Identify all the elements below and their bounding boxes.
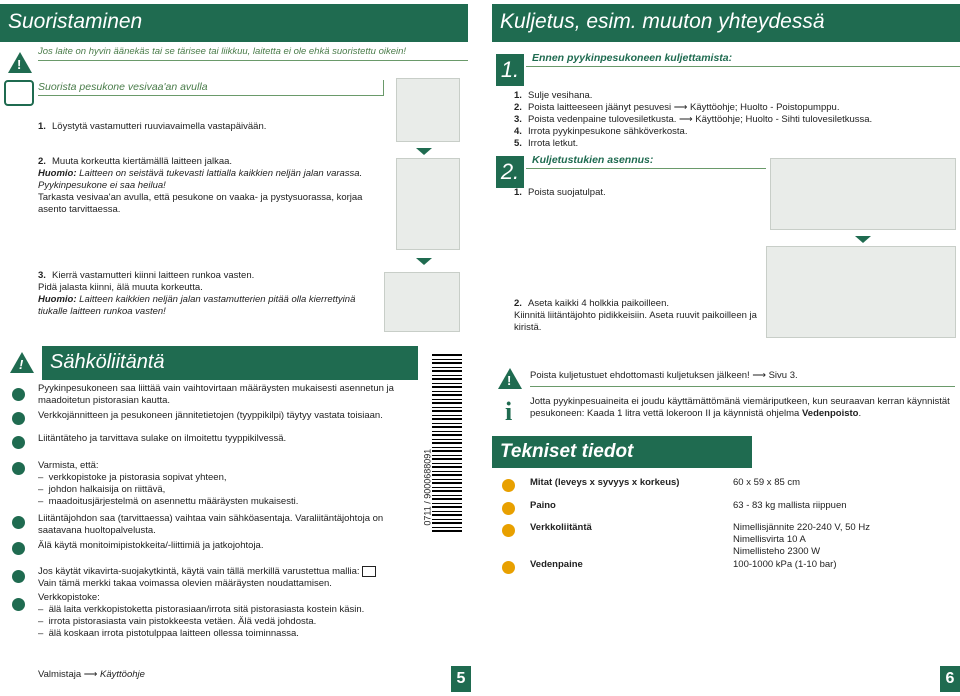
section-title-sahkoliitanta: ! Sähköliitäntä [4, 346, 418, 382]
s2-step-2: 2. Aseta kaikki 4 holkkia paikoilleen. Kiinnitä liitäntäjohto pidikkeisiin. Aseta ruuvit paikoilleen ja kiristä. [514, 298, 757, 333]
tech-key: Mitat (leveys x syvyys x korkeus) [530, 477, 680, 488]
bullet-icon [12, 412, 25, 425]
bullet-icon [502, 479, 515, 492]
bullet-icon [12, 462, 25, 475]
divider [383, 80, 384, 96]
divider [38, 95, 383, 96]
transport-bolt-illustration-1 [770, 158, 956, 230]
page-number-right: 6 [940, 666, 960, 692]
arrow-down-icon [416, 258, 432, 265]
bullet-icon [502, 502, 515, 515]
barcode [432, 352, 462, 532]
electric-p3: Liitäntäteho ja tarvittava sulake on ilmoitettu tyyppikilvessä. [38, 433, 287, 444]
tech-key: Paino [530, 500, 556, 511]
divider [530, 386, 955, 387]
bullet-icon [502, 524, 515, 537]
electric-p2: Verkkojännitteen ja pesukoneen jännitetietojen (tyyppikilpi) täytyy vastata toisiaan. [38, 410, 383, 421]
subsection-title: Suorista pesukone vesivaa'an avulla [38, 81, 208, 93]
s2-step-1: 1. Poista suojatulpat. [514, 187, 606, 198]
divider [38, 60, 468, 61]
step-number-2: 2. [496, 156, 524, 188]
divider [526, 168, 766, 169]
arrow-down-icon [416, 148, 432, 155]
footer-left: Valmistaja ⟶ Käyttöohje [38, 669, 145, 680]
foot-illustration-2 [384, 272, 460, 332]
electric-p7: Jos käytät vikavirta-suojakytkintä, käytä vain tällä merkillä varustettua mallia: Vain tämä merkki takaa voimassa olevien määräysten noudattamisen. [38, 566, 423, 590]
bullet-icon [12, 570, 25, 583]
tech-key: Vedenpaine [530, 559, 583, 570]
transport-bolt-illustration-2 [766, 246, 956, 338]
tech-value: 60 x 59 x 85 cm [733, 477, 801, 488]
warning-icon: ! [8, 52, 32, 73]
step-1: 1. Löystytä vastamutteri ruuviavaimella vastapäivään. [38, 121, 267, 132]
transport-steps: 1. Sulje vesihana. 2. Poista laitteeseen jäänyt pesuvesi ⟶ Käyttöohje; Huolto - Poistopumppu. 3. Poista vedenpaine tulovesiletkusta. ⟶ Käyttöohje; Huolto - Sihti tulovesiletkussa. 4. Irrota pyykinpesukone sähköverkosta. 5. Irrota letkut. [514, 90, 873, 149]
arrow-down-icon [855, 236, 871, 243]
bullet-icon [12, 598, 25, 611]
barcode-text: 0711 / 9000688091 [422, 448, 433, 526]
info-icon: i [505, 397, 513, 426]
electric-p4: Varmista, että: – verkkopistoke ja pistorasia sopivat yhteen, – johdon halkaisija on riittävä, – maadoitusjärjestelmä on asennettu määräysten mukaisesti. [38, 460, 299, 507]
step-2: 2. Muuta korkeutta kiertämällä laitteen jalkaa. Huomio: Laitteen on seistävä tukevasti lattialla kaikkien neljän jalan varassa. Pyykinpesukone ei saa heilua! Tarkasta vesivaa'an avulla, että pesukone on vaaka- ja pystysuorassa, korjaa asento tarvittaessa. [38, 156, 363, 215]
page-title-kuljetus: Kuljetus, esim. muuton yhteydessä [492, 4, 960, 42]
tech-value: 100-1000 kPa (1-10 bar) [733, 559, 837, 570]
warning-icon: ! [498, 368, 522, 389]
warning-line: Jos laite on hyvin äänekäs tai se tärisee tai liikkuu, laitetta ei ole ehkä suoristettu oikein! [38, 46, 407, 57]
bullet-icon [12, 542, 25, 555]
page-title-suoristaminen: Suoristaminen [0, 4, 468, 42]
bullet-icon [12, 388, 25, 401]
tech-value: Nimellisjännite 220-240 V, 50 Hz Nimellisvirta 10 A Nimellisteho 2300 W [733, 522, 870, 557]
tech-value: 63 - 83 kg mallista riippuen [733, 500, 847, 511]
section-title-tekniset-tiedot: Tekniset tiedot [492, 436, 752, 468]
tech-key: Verkkoliitäntä [530, 522, 592, 533]
electric-p6: Älä käytä monitoimipistokkeita/-liittimiä ja jatkojohtoja. [38, 540, 264, 551]
bullet-icon [502, 561, 515, 574]
bullet-icon [12, 516, 25, 529]
step-1-title: Ennen pyykinpesukoneen kuljettamista: [526, 50, 960, 67]
transport-warning: Poista kuljetustuet ehdottomasti kuljetuksen jälkeen! ⟶ Sivu 3. [530, 370, 798, 381]
bullet-icon [12, 436, 25, 449]
electric-p5: Liitäntäjohdon saa (tarvittaessa) vaihtaa vain sähköasentaja. Varaliitäntäjohtoja on saatavana huoltopalvelusta. [38, 513, 384, 536]
info-text: Jotta pyykinpesuaineita ei joudu käyttämättömänä viemäriputkeen, kun seuraavan kerran käynnistät pesukoneen: Kaada 1 litra vettä lokeroon II ja käynnistä ohjelma Vedenpoisto. [530, 396, 950, 419]
divider [526, 66, 960, 67]
electric-p1: Pyykinpesukoneen saa liittää vain vaihtovirtaan määräysten mukaisesti asennetun ja maadoitetun pistorasian kautta. [38, 383, 394, 406]
page-number-left: 5 [451, 666, 471, 692]
step-number-1: 1. [496, 54, 524, 86]
machine-level-illustration [396, 158, 460, 250]
step-3: 3. Kierrä vastamutteri kiinni laitteen runkoa vasten. Pidä jalasta kiinni, älä muuta korkeutta. Huomio: Laitteen kaikkien neljän jalan vastamutterien pitää olla kierrettyinä tiukalle laitteen runkoa vasten! [38, 270, 356, 317]
rcd-symbol-icon [362, 566, 376, 577]
electric-p8: Verkkopistoke: – älä laita verkkopistoketta pistorasiaan/irrota sitä pistorasiasta kostein käsin. – irrota pistorasiasta vain pistokkeesta vetäen. Älä vedä johdosta. – älä koskaan irrota pistotulppaa laitteen ollessa toiminnassa. [38, 592, 365, 639]
hand-icon [4, 80, 34, 106]
foot-illustration-1 [396, 78, 460, 142]
step-2-title: Kuljetustukien asennus: [526, 152, 766, 169]
